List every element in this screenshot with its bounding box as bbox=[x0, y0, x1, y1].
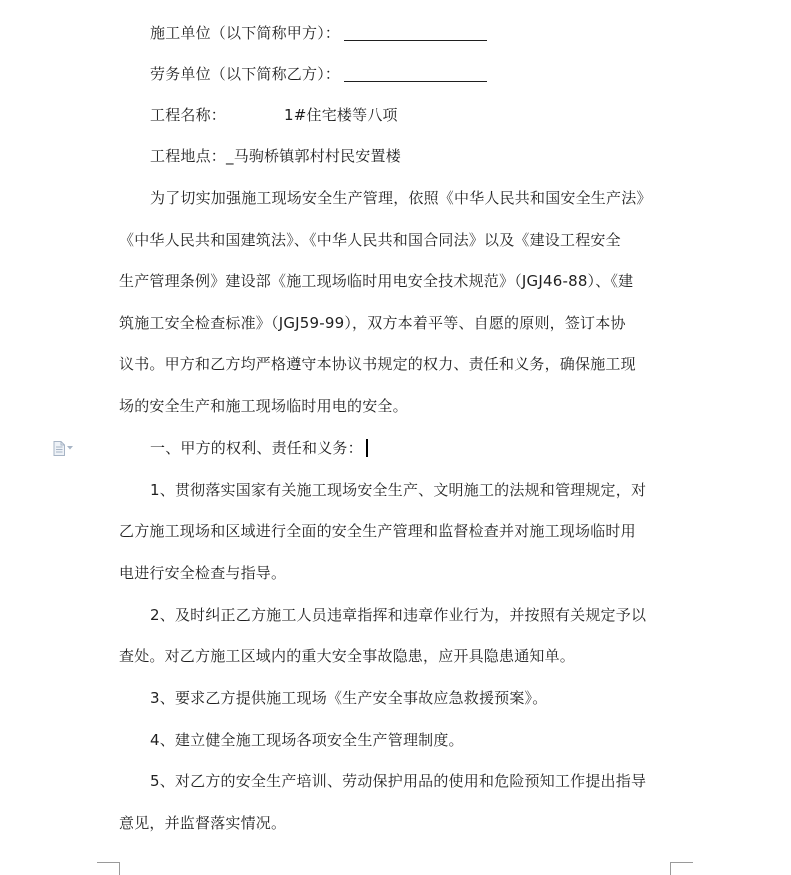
item-1-line-2: 乙方施工现场和区域进行全面的安全生产管理和监督检查并对施工现场临时用 bbox=[119, 522, 636, 540]
intro-line-4: 筑施工安全检查标准》（JGJ59-99），双方本着平等、自愿的原则，签订本协 bbox=[119, 314, 626, 332]
item-4-line: 4、建立健全施工现场各项安全生产管理制度。 bbox=[150, 731, 464, 749]
item-2-line-1: 2、及时纠正乙方施工人员违章指挥和违章作业行为，并按照有关规定予以 bbox=[150, 606, 647, 624]
item-1-line-1: 1、贯彻落实国家有关施工现场安全生产、文明施工的法规和管理规定，对 bbox=[150, 481, 647, 499]
item-2-line-2: 查处。对乙方施工区域内的重大安全事故隐患，应开具隐患通知单。 bbox=[119, 647, 576, 665]
project-location-line: 工程地点：_马驹桥镇郭村村民安置楼 bbox=[150, 147, 401, 165]
section-heading: 一、甲方的权利、责任和义务： bbox=[150, 439, 363, 457]
item-5-line-1: 5、对乙方的安全生产培训、劳动保护用品的使用和危险预知工作提出指导 bbox=[150, 772, 647, 790]
intro-line-6: 场的安全生产和施工现场临时用电的安全。 bbox=[119, 397, 408, 415]
intro-line-5: 议书。甲方和乙方均严格遵守本协议书规定的权力、责任和义务，确保施工现 bbox=[119, 355, 636, 373]
contractor-label: 施工单位（以下简称甲方）： bbox=[150, 24, 341, 42]
contractor-line bbox=[119, 13, 487, 54]
page-corner-mark-left bbox=[97, 862, 120, 875]
item-5-line-2: 意见，并监督落实情况。 bbox=[119, 814, 287, 832]
labor-unit-blank[interactable] bbox=[344, 67, 487, 82]
intro-line-1: 为了切实加强施工现场安全生产管理，依照《中华人民共和国安全生产法》 bbox=[150, 189, 652, 207]
project-name-line bbox=[119, 95, 398, 136]
labor-unit-label: 劳务单位（以下简称乙方）： bbox=[150, 65, 341, 83]
text-cursor bbox=[366, 439, 368, 457]
labor-unit-line bbox=[119, 54, 487, 95]
project-name-label: 工程名称： bbox=[150, 106, 227, 124]
section-heading-line bbox=[119, 428, 368, 469]
project-name-value: 1#住宅楼等八项 bbox=[284, 106, 398, 124]
item-1-line-3: 电进行安全检查与指导。 bbox=[119, 564, 287, 582]
intro-line-3: 生产管理条例》建设部《施工现场临时用电安全技术规范》（JGJ46-88）、《建 bbox=[119, 272, 634, 290]
item-3-line: 3、要求乙方提供施工现场《生产安全事故应急救援预案》。 bbox=[150, 689, 548, 707]
document-icon bbox=[53, 441, 65, 456]
chevron-down-icon bbox=[67, 446, 73, 450]
paragraph-layout-button[interactable] bbox=[53, 440, 81, 456]
intro-line-2: 《中华人民共和国建筑法》、《中华人民共和国合同法》以及《建设工程安全 bbox=[119, 231, 621, 249]
contractor-blank[interactable] bbox=[344, 26, 487, 41]
page-corner-mark-right bbox=[670, 862, 693, 875]
